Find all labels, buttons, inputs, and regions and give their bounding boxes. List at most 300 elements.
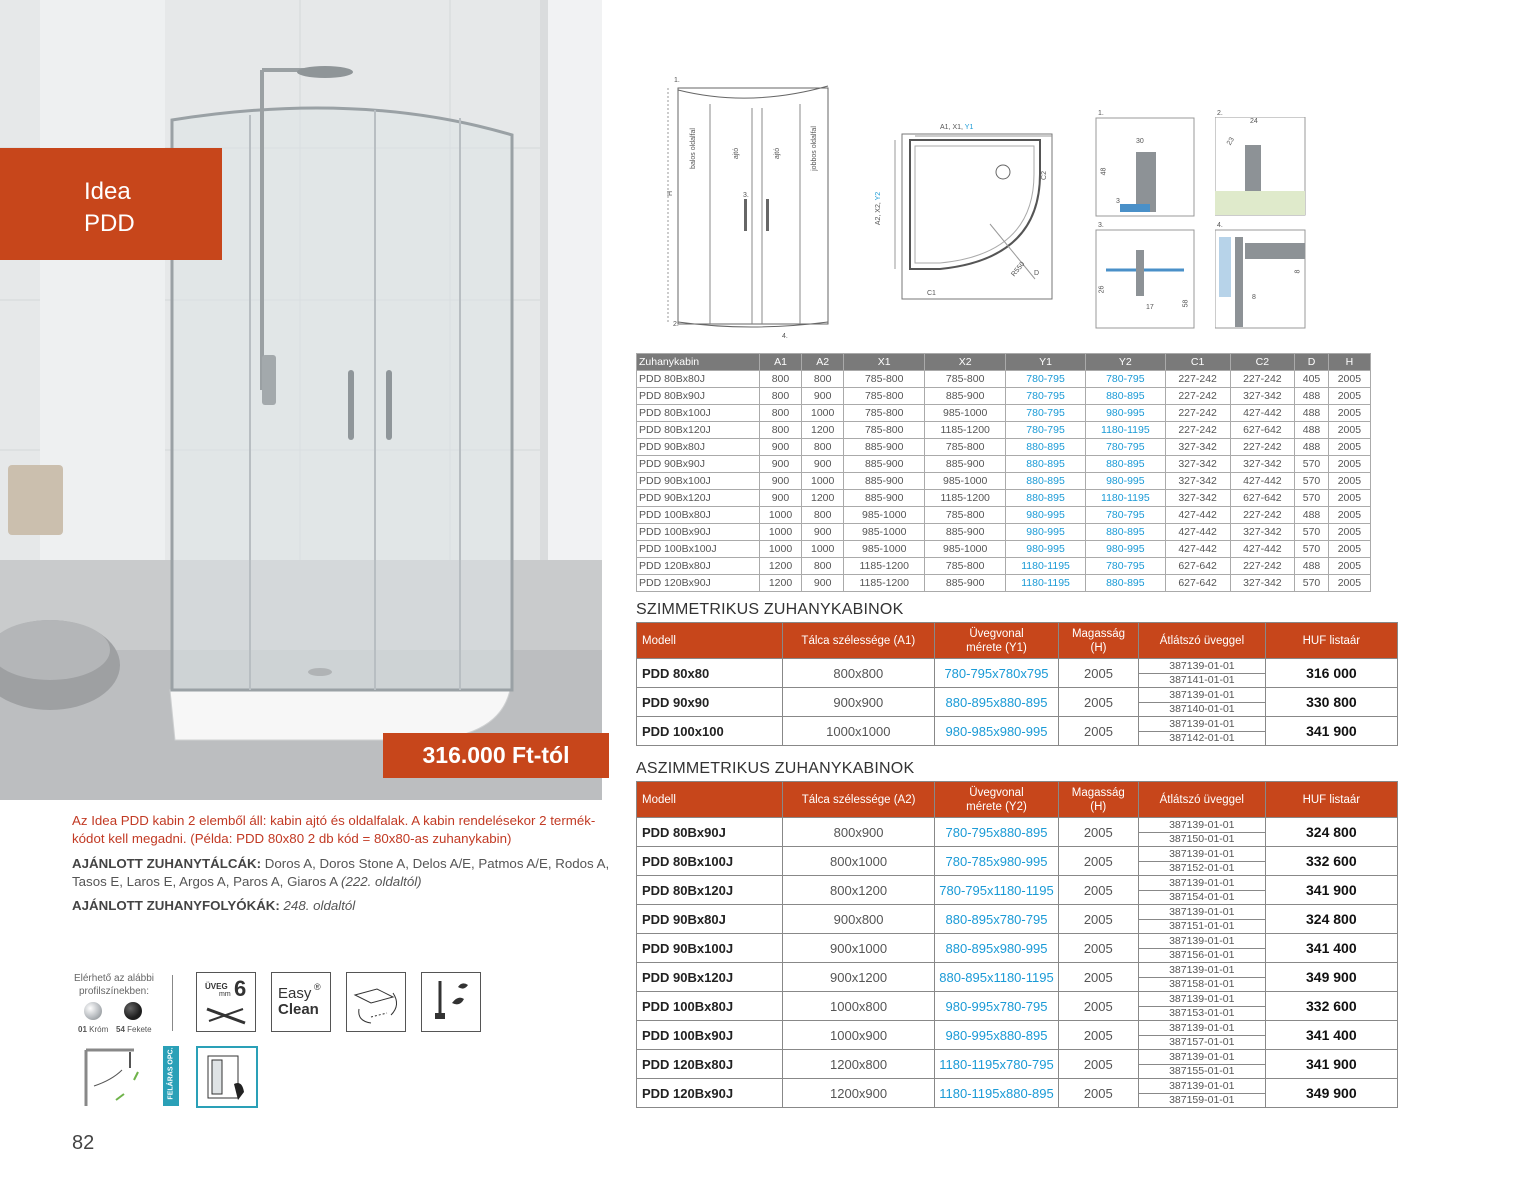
product-code: 387152-01-01: [1139, 861, 1265, 875]
price-cell-model: PDD 80Bx120J: [637, 876, 783, 905]
product-photo: [0, 0, 602, 800]
table-row: [637, 659, 1398, 688]
price-cell-height: 2005: [1058, 1050, 1138, 1079]
dim-cell: 570: [1295, 473, 1329, 490]
product-code: 387139-01-01: [1169, 717, 1235, 730]
dim-cell: 1000: [759, 524, 801, 541]
dim-cell: 227-242: [1165, 371, 1230, 388]
black-color-label: 54 Fekete: [116, 1025, 152, 1034]
dim-cell: 800: [802, 439, 844, 456]
product-codes: [1139, 659, 1266, 688]
dim-cell: 880-895: [1006, 439, 1086, 456]
dim-cell: 427-442: [1165, 541, 1230, 558]
dim-cell: 488: [1295, 388, 1329, 405]
product-codes: [1138, 934, 1265, 963]
table-row: [637, 934, 1398, 963]
price-cell-glass: 1180-1195x880-895: [935, 1079, 1058, 1108]
price-cell-height: 2005: [1058, 1021, 1138, 1050]
profile-colors-label: Elérhető az alábbi profilszínekben:: [73, 973, 155, 997]
price-header-cell: Magasság (H): [1058, 782, 1138, 818]
dim-cell: 1000: [802, 541, 844, 558]
product-code: 387158-01-01: [1139, 977, 1265, 991]
price-cell-model: PDD 120Bx80J: [637, 1050, 783, 1079]
dim-cell: 570: [1295, 575, 1329, 592]
price-cell-height: 2005: [1058, 717, 1138, 746]
price-header-cell: HUF listaár: [1265, 623, 1397, 659]
dim-cell: 780-795: [1006, 371, 1086, 388]
price-cell-model: PDD 80Bx100J: [637, 847, 783, 876]
price-cell-model: PDD 100x100: [637, 717, 783, 746]
chrome-color-label: 01 Króm: [78, 1025, 109, 1034]
dim-cell: 780-795: [1085, 558, 1165, 575]
dim-cell: PDD 100Bx80J: [637, 507, 760, 524]
dim-cell: 800: [759, 405, 801, 422]
dim-cell: 327-342: [1230, 575, 1295, 592]
price-cell-price: 332 600: [1265, 847, 1397, 876]
table-row: [637, 439, 1371, 456]
dim-cell: 900: [759, 473, 801, 490]
dim-cell: 980-995: [1085, 405, 1165, 422]
coating-option-icon: [196, 1046, 258, 1108]
product-codes: [1138, 992, 1265, 1021]
price-header-cell: Üvegvonal mérete (Y2): [935, 782, 1058, 818]
dim-cell: 2005: [1328, 439, 1370, 456]
product-code: 387150-01-01: [1139, 832, 1265, 846]
dim-header-cell: Zuhanykabin: [637, 354, 760, 371]
dim-cell: 327-342: [1230, 456, 1295, 473]
table-row: [637, 818, 1398, 847]
dim-cell: 1200: [802, 422, 844, 439]
dim-cell: 785-800: [925, 371, 1006, 388]
price-cell-price: 324 800: [1265, 818, 1397, 847]
product-codes: [1138, 905, 1265, 934]
product-title-box: [0, 148, 222, 260]
dim-cell: 800: [759, 371, 801, 388]
table-row: [637, 490, 1371, 507]
price-cell-height: 2005: [1058, 992, 1138, 1021]
product-code: 387139-01-01: [1169, 818, 1235, 831]
dim-cell: 780-795: [1006, 405, 1086, 422]
dim-cell: 985-1000: [844, 524, 925, 541]
product-code: 387154-01-01: [1139, 890, 1265, 904]
price-cell-height: 2005: [1058, 818, 1138, 847]
dim-cell: 627-642: [1230, 422, 1295, 439]
glass-6mm-icon: ÜVEG mm 6: [196, 972, 256, 1032]
dim-cell: PDD 80Bx90J: [637, 388, 760, 405]
dim-cell: 2005: [1328, 507, 1370, 524]
dim-cell: PDD 90Bx80J: [637, 439, 760, 456]
table-row: [637, 558, 1371, 575]
page-number: 82: [72, 1132, 95, 1154]
dim-cell: 785-800: [844, 405, 925, 422]
product-code: 387139-01-01: [1169, 876, 1235, 889]
dim-cell: 880-895: [1006, 456, 1086, 473]
table-row: [637, 371, 1371, 388]
dim-cell: 2005: [1328, 456, 1370, 473]
dim-cell: 985-1000: [844, 507, 925, 524]
dim-cell: 1200: [759, 558, 801, 575]
price-cell-model: PDD 90x90: [637, 688, 783, 717]
dim-header-cell: C1: [1165, 354, 1230, 371]
dim-cell: 427-442: [1165, 524, 1230, 541]
dim-cell: 227-242: [1230, 439, 1295, 456]
dim-cell: 570: [1295, 490, 1329, 507]
price-cell-model: PDD 100Bx90J: [637, 1021, 783, 1050]
dim-cell: 900: [759, 490, 801, 507]
dim-cell: 885-900: [925, 456, 1006, 473]
dim-cell: 880-895: [1085, 388, 1165, 405]
product-code: 387139-01-01: [1169, 963, 1235, 976]
price-cell-tray: 1000x900: [782, 1021, 934, 1050]
dim-cell: 327-342: [1230, 388, 1295, 405]
dim-header-cell: C2: [1230, 354, 1295, 371]
price-cell-model: PDD 80Bx90J: [637, 818, 783, 847]
dim-cell: 327-342: [1165, 473, 1230, 490]
dim-cell: 900: [759, 456, 801, 473]
product-code: 387139-01-01: [1169, 905, 1235, 918]
price-cell-tray: 900x1000: [782, 934, 934, 963]
price-cell-height: 2005: [1058, 1079, 1138, 1108]
dim-header-cell: Y1: [1006, 354, 1086, 371]
dim-cell: 900: [802, 456, 844, 473]
dim-cell: 2005: [1328, 371, 1370, 388]
dim-cell: 785-800: [844, 371, 925, 388]
dim-cell: 800: [802, 558, 844, 575]
chrome-color-swatch: [84, 1002, 102, 1020]
price-cell-tray: 900x800: [782, 905, 934, 934]
dim-cell: 885-900: [844, 490, 925, 507]
price-header-cell: HUF listaár: [1265, 782, 1397, 818]
dim-cell: 2005: [1328, 524, 1370, 541]
dim-cell: 985-1000: [925, 473, 1006, 490]
product-codes: [1139, 717, 1266, 746]
table-row: [637, 388, 1371, 405]
dim-cell: 900: [802, 524, 844, 541]
product-code: 387140-01-01: [1139, 702, 1265, 716]
price-cell-price: 349 900: [1265, 963, 1397, 992]
trays-ref: (222. oldaltól): [341, 874, 422, 889]
table-row: [637, 575, 1371, 592]
dim-cell: 2005: [1328, 473, 1370, 490]
dim-cell: 900: [802, 388, 844, 405]
dim-cell: 985-1000: [925, 405, 1006, 422]
dim-cell: 1180-1195: [1085, 490, 1165, 507]
dim-cell: PDD 100Bx90J: [637, 524, 760, 541]
dim-cell: PDD 80Bx100J: [637, 405, 760, 422]
price-header-cell: Tálca szélessége (A2): [782, 782, 934, 818]
dim-cell: PDD 90Bx90J: [637, 456, 760, 473]
price-cell-glass: 780-785x980-995: [935, 847, 1058, 876]
dim-cell: 488: [1295, 422, 1329, 439]
intro-text: Az Idea PDD kabin 2 elemből áll: kabin ajtó és oldalfalak. A kabin rendelésekor 2 termék-kódot kell megadni. (Példa: PDD 80x80 2 db kód = 80x80-as zuhanykabin): [72, 813, 596, 846]
price-cell-tray: 1200x800: [782, 1050, 934, 1079]
dim-cell: 800: [759, 388, 801, 405]
dim-cell: 2005: [1328, 575, 1370, 592]
product-code: 387139-01-01: [1169, 1021, 1235, 1034]
dim-cell: 980-995: [1006, 524, 1086, 541]
product-codes: [1139, 688, 1266, 717]
price-cell-model: PDD 90Bx100J: [637, 934, 783, 963]
dim-cell: 488: [1295, 405, 1329, 422]
dim-cell: PDD 120Bx80J: [637, 558, 760, 575]
price-cell-tray: 1000x800: [782, 992, 934, 1021]
price-cell-price: 341 900: [1265, 1050, 1397, 1079]
dim-cell: 980-995: [1006, 507, 1086, 524]
price-header-cell: Üvegvonal mérete (Y1): [935, 623, 1059, 659]
dim-header-cell: D: [1295, 354, 1329, 371]
price-cell-tray: 900x900: [782, 688, 935, 717]
dim-cell: 1000: [802, 405, 844, 422]
dim-cell: 2005: [1328, 558, 1370, 575]
product-codes: [1138, 847, 1265, 876]
dim-cell: 900: [802, 575, 844, 592]
dim-cell: 780-795: [1085, 439, 1165, 456]
dim-cell: 885-900: [844, 456, 925, 473]
dim-cell: 1185-1200: [844, 575, 925, 592]
dim-cell: PDD 120Bx90J: [637, 575, 760, 592]
dim-cell: 227-242: [1230, 371, 1295, 388]
dim-cell: PDD 80Bx120J: [637, 422, 760, 439]
dim-cell: PDD 80Bx80J: [637, 371, 760, 388]
dim-cell: 785-800: [844, 422, 925, 439]
dim-cell: 785-800: [925, 439, 1006, 456]
dim-header-cell: Y2: [1085, 354, 1165, 371]
dim-cell: 488: [1295, 507, 1329, 524]
dim-cell: 2005: [1328, 422, 1370, 439]
product-code: 387156-01-01: [1139, 948, 1265, 962]
dim-cell: 627-642: [1165, 558, 1230, 575]
corner-entry-icon: [82, 1046, 140, 1106]
dim-cell: PDD 90Bx100J: [637, 473, 760, 490]
price-cell-glass: 780-795x1180-1195: [935, 876, 1058, 905]
price-cell-price: 316 000: [1265, 659, 1397, 688]
recommended-drains: [72, 897, 620, 915]
price-cell-tray: 800x1000: [782, 847, 934, 876]
drawing-details-right: [1215, 117, 1307, 329]
price-cell-model: PDD 120Bx90J: [637, 1079, 783, 1108]
dim-cell: 980-995: [1006, 541, 1086, 558]
price-cell-height: 2005: [1058, 659, 1138, 688]
dim-cell: 900: [759, 439, 801, 456]
price-cell-glass: 880-895x980-995: [935, 934, 1058, 963]
dim-cell: 1000: [759, 507, 801, 524]
table-row: [637, 456, 1371, 473]
product-code: 387142-01-01: [1139, 731, 1265, 745]
price-cell-model: PDD 90Bx80J: [637, 905, 783, 934]
dim-cell: 570: [1295, 456, 1329, 473]
dim-cell: PDD 90Bx120J: [637, 490, 760, 507]
dim-cell: 785-800: [844, 388, 925, 405]
price-cell-height: 2005: [1058, 847, 1138, 876]
dim-cell: 885-900: [925, 575, 1006, 592]
product-code: 387151-01-01: [1139, 919, 1265, 933]
product-code: 387155-01-01: [1139, 1064, 1265, 1078]
dim-cell: 327-342: [1230, 524, 1295, 541]
dim-cell: 985-1000: [844, 541, 925, 558]
table-row: [637, 473, 1371, 490]
dim-cell: 488: [1295, 439, 1329, 456]
black-color-swatch: [124, 1002, 142, 1020]
table-row: [637, 847, 1398, 876]
dim-cell: 800: [802, 371, 844, 388]
price-cell-price: 324 800: [1265, 905, 1397, 934]
dim-header-cell: X1: [844, 354, 925, 371]
dimensions-table: [636, 353, 1371, 592]
product-code: 387157-01-01: [1139, 1035, 1265, 1049]
dim-cell: 880-895: [1006, 490, 1086, 507]
dim-cell: 780-795: [1085, 371, 1165, 388]
table-row: [637, 422, 1371, 439]
product-code: 387139-01-01: [1169, 1050, 1235, 1063]
reversible-tray-icon: [346, 972, 406, 1032]
drain-icon: [421, 972, 481, 1032]
dim-header-cell: A1: [759, 354, 801, 371]
dim-cell: 627-642: [1165, 575, 1230, 592]
drains-label: AJÁNLOTT ZUHANYFOLYÓKÁK:: [72, 898, 280, 913]
table-row: [637, 1021, 1398, 1050]
dim-cell: 1185-1200: [925, 490, 1006, 507]
dim-cell: 227-242: [1230, 507, 1295, 524]
dim-cell: 2005: [1328, 405, 1370, 422]
dim-cell: 405: [1295, 371, 1329, 388]
dim-cell: 1180-1195: [1085, 422, 1165, 439]
price-cell-glass: 780-795x880-895: [935, 818, 1058, 847]
price-cell-glass: 880-895x780-795: [935, 905, 1058, 934]
price-cell-height: 2005: [1058, 876, 1138, 905]
dim-cell: 980-995: [1085, 541, 1165, 558]
dim-cell: 1185-1200: [925, 422, 1006, 439]
price-cell-model: PDD 90Bx120J: [637, 963, 783, 992]
dim-cell: 885-900: [844, 439, 925, 456]
dim-cell: 880-895: [1085, 575, 1165, 592]
dim-cell: 785-800: [925, 507, 1006, 524]
dim-cell: 1200: [802, 490, 844, 507]
product-codes: [1138, 818, 1265, 847]
price-cell-glass: 980-995x780-795: [935, 992, 1058, 1021]
dim-cell: 980-995: [1085, 473, 1165, 490]
price-cell-tray: 1000x1000: [782, 717, 935, 746]
price-cell-price: 332 600: [1265, 992, 1397, 1021]
dim-cell: 985-1000: [925, 541, 1006, 558]
symmetric-price-table: [636, 622, 1398, 746]
table-row: [637, 717, 1398, 746]
price-cell-glass: 880-895x880-895: [935, 688, 1059, 717]
dim-cell: 2005: [1328, 541, 1370, 558]
dim-cell: 488: [1295, 558, 1329, 575]
dim-cell: 1200: [759, 575, 801, 592]
table-row: [637, 1079, 1398, 1108]
dim-cell: 227-242: [1165, 388, 1230, 405]
price-cell-glass: 780-795x780x795: [935, 659, 1059, 688]
product-code: 387139-01-01: [1169, 1079, 1235, 1092]
table-row: [637, 507, 1371, 524]
product-code: 387139-01-01: [1169, 847, 1235, 860]
price-cell-price: 341 400: [1265, 934, 1397, 963]
dim-cell: 885-900: [925, 524, 1006, 541]
price-cell-model: PDD 100Bx80J: [637, 992, 783, 1021]
dim-cell: 1185-1200: [844, 558, 925, 575]
product-title-line2: PDD: [84, 210, 135, 237]
dim-cell: 1000: [802, 473, 844, 490]
price-header-cell: Átlátszó üveggel: [1139, 623, 1266, 659]
asymmetric-section-title: ASZIMMETRIKUS ZUHANYKABINOK: [636, 760, 915, 777]
price-cell-height: 2005: [1058, 905, 1138, 934]
dim-cell: 227-242: [1165, 422, 1230, 439]
dim-cell: 2005: [1328, 490, 1370, 507]
dim-cell: 1180-1195: [1006, 558, 1086, 575]
dim-cell: 427-442: [1165, 507, 1230, 524]
dim-cell: 800: [802, 507, 844, 524]
price-cell-height: 2005: [1058, 934, 1138, 963]
product-code: 387139-01-01: [1169, 688, 1235, 701]
dim-cell: 227-242: [1230, 558, 1295, 575]
dim-cell: 1000: [759, 541, 801, 558]
dim-cell: 2005: [1328, 388, 1370, 405]
dim-cell: 570: [1295, 541, 1329, 558]
price-cell-price: 330 800: [1265, 688, 1397, 717]
dim-cell: 227-242: [1165, 405, 1230, 422]
recommended-trays: [72, 855, 620, 891]
table-row: [637, 541, 1371, 558]
price-cell-height: 2005: [1058, 963, 1138, 992]
dim-cell: PDD 100Bx100J: [637, 541, 760, 558]
price-badge: 316.000 Ft-tól: [383, 733, 609, 778]
symmetric-section-title: SZIMMETRIKUS ZUHANYKABINOK: [636, 601, 904, 618]
price-cell-price: 341 900: [1265, 876, 1397, 905]
price-cell-model: PDD 80x80: [637, 659, 783, 688]
price-cell-tray: 800x900: [782, 818, 934, 847]
price-cell-glass: 980-995x880-895: [935, 1021, 1058, 1050]
product-code: 387159-01-01: [1139, 1093, 1265, 1107]
table-row: [637, 405, 1371, 422]
price-cell-tray: 800x800: [782, 659, 935, 688]
dim-cell: 885-900: [844, 473, 925, 490]
dim-cell: 880-895: [1085, 456, 1165, 473]
asymmetric-price-table: [636, 781, 1398, 1108]
product-codes: [1138, 1021, 1265, 1050]
price-cell-height: 2005: [1058, 688, 1138, 717]
table-row: [637, 992, 1398, 1021]
product-codes: [1138, 1079, 1265, 1108]
price-cell-tray: 800x1200: [782, 876, 934, 905]
product-code: 387139-01-01: [1169, 934, 1235, 947]
dim-cell: 880-895: [1006, 473, 1086, 490]
dim-header-cell: X2: [925, 354, 1006, 371]
trays-label: AJÁNLOTT ZUHANYTÁLCÁK:: [72, 856, 262, 871]
dim-header-cell: A2: [802, 354, 844, 371]
dim-cell: 780-795: [1006, 422, 1086, 439]
dim-cell: 800: [759, 422, 801, 439]
dim-cell: 327-342: [1165, 456, 1230, 473]
drains-ref: 248. oldaltól: [283, 898, 356, 913]
table-row: [637, 963, 1398, 992]
dim-cell: 427-442: [1230, 405, 1295, 422]
product-code: 387141-01-01: [1139, 673, 1265, 687]
price-cell-price: 341 900: [1265, 717, 1397, 746]
product-codes: [1138, 1050, 1265, 1079]
dim-cell: 780-795: [1006, 388, 1086, 405]
price-cell-glass: 980-985x980-995: [935, 717, 1059, 746]
dim-cell: 627-642: [1230, 490, 1295, 507]
dim-cell: 570: [1295, 524, 1329, 541]
trays-list: Doros A, Doros Stone A, Delos A/E, Patmos A/E, Rodos A, Tasos E, Laros E, Argos A, Paros A, Giaros A: [72, 856, 610, 889]
price-cell-tray: 1200x900: [782, 1079, 934, 1108]
product-codes: [1138, 963, 1265, 992]
price-header-cell: Tálca szélessége (A1): [782, 623, 935, 659]
dim-cell: 1180-1195: [1006, 575, 1086, 592]
table-row: [637, 524, 1371, 541]
divider: [172, 975, 173, 1031]
